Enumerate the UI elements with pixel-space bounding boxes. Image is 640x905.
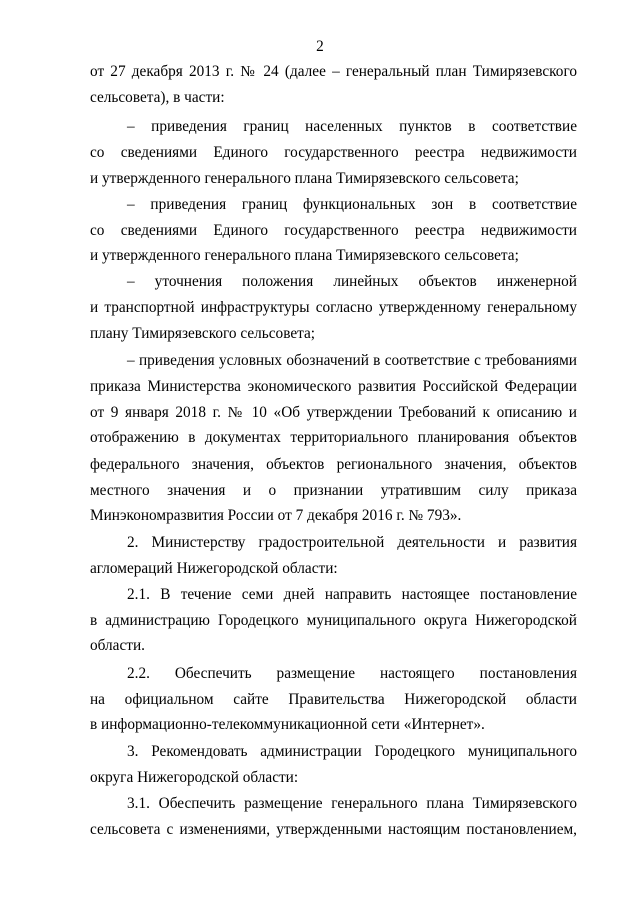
text-line: Минэкономразвития России от 7 декабря 2016 г. № 793». [90,507,462,524]
text-line: – приведения границ населенных пунктов в соответствие [127,118,577,135]
text-line: со сведениями Единого государственного реестра недвижимости [90,144,577,161]
text-line: от 27 декабря 2013 г. № 24 (далее – генеральный план Тимирязевского [90,63,577,80]
text-line: местного значения и о признании утратившим силу приказа [90,482,577,499]
text-line: на официальном сайте Правительства Нижегородской области [90,691,577,708]
text-line: – уточнения положения линейных объектов инженерной [127,273,577,290]
page-number: 2 [316,38,324,55]
text-line: – приведения границ функциональных зон в соответствие [127,196,577,213]
text-line: – приведения условных обозначений в соответствие с требованиями [127,352,577,369]
text-line: приказа Министерства экономического развития Российской Федерации [90,378,577,395]
text-line: в информационно-телекоммуникационной сети «Интернет». [90,716,485,733]
text-line: области. [90,637,145,654]
text-line: плану Тимирязевского сельсовета; [90,325,316,342]
text-line: федерального значения, объектов регионального значения, объектов [90,456,577,473]
text-line: и транспортной инфраструктуры согласно утвержденному генеральному [90,299,577,316]
text-line: и утвержденного генерального плана Тимирязевского сельсовета; [90,170,519,187]
text-line: от 9 января 2018 г. № 10 «Об утверждении Требований к описанию и [90,404,577,421]
text-line: 2.1. В течение семи дней направить настоящее постановление [127,586,577,603]
text-line: 3.1. Обеспечить размещение генерального плана Тимирязевского [127,795,577,812]
text-line: со сведениями Единого государственного реестра недвижимости [90,222,577,239]
text-line: 2. Министерству градостроительной деятельности и развития [127,534,577,551]
text-line: агломераций Нижегородской области: [90,560,338,577]
text-line: округа Нижегородской области: [90,769,299,786]
text-line: сельсовета), в части: [90,89,225,106]
text-line: 3. Рекомендовать администрации Городецкого муниципального [127,743,577,760]
text-line: и утвержденного генерального плана Тимирязевского сельсовета; [90,247,519,264]
text-line: сельсовета с изменениями, утвержденными настоящим постановлением, [90,821,577,838]
text-line: в администрацию Городецкого муниципального округа Нижегородской [90,612,577,629]
text-line: отображению в документах территориального планирования объектов [90,429,577,446]
text-line: 2.2. Обеспечить размещение настоящего постановления [127,665,577,682]
